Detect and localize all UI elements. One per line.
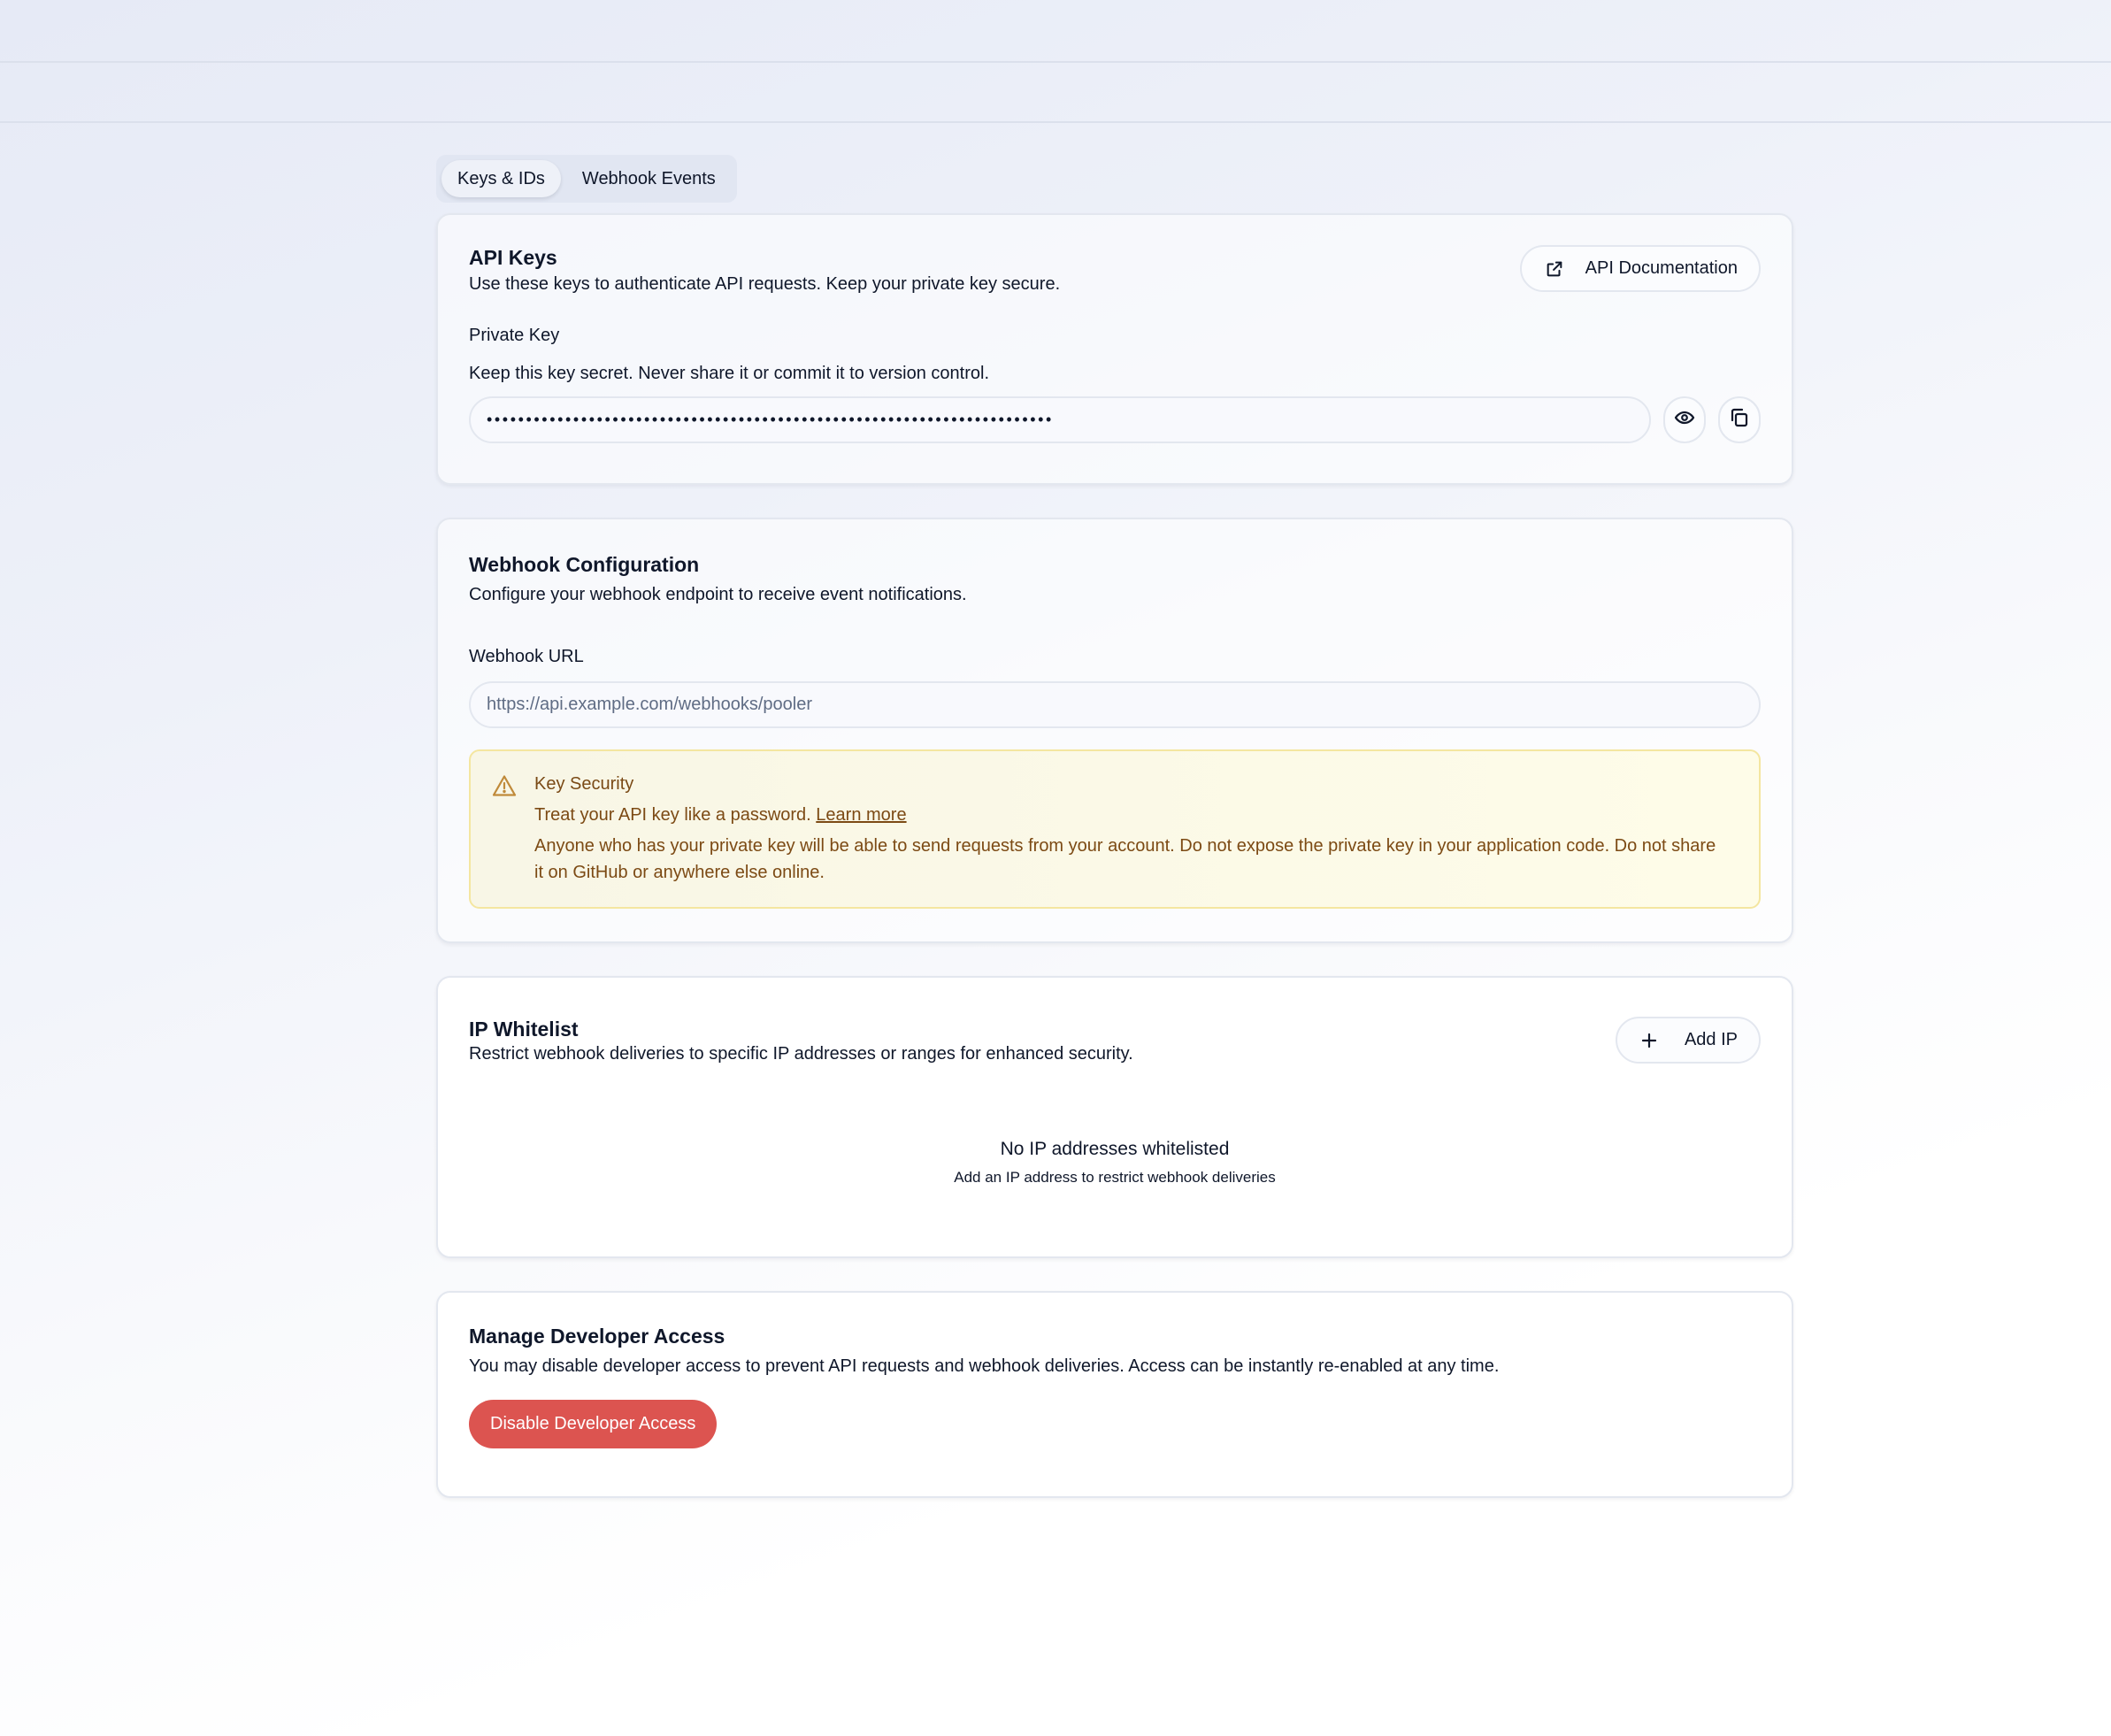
learn-more-link[interactable]: Learn more xyxy=(816,805,907,825)
api-keys-header xyxy=(469,245,1761,296)
card-description: You may disable developer access to prevent API requests and webhook deliveries. Access can be instantly re-enabled at any time. xyxy=(469,1356,1500,1376)
alert-body: Anyone who has your private key will be able to send requests from your account. Do not expose the private key in your application code. Do not share it on GitHub or anywhere else online. xyxy=(534,836,1716,882)
warning-triangle-icon xyxy=(492,774,517,886)
empty-state-title: No IP addresses whitelisted xyxy=(1000,1139,1230,1159)
card-description: Restrict webhook deliveries to specific IP addresses or ranges for enhanced security. xyxy=(469,1044,1133,1064)
card-title: API Keys xyxy=(469,246,557,269)
webhook-url-label: Webhook URL xyxy=(469,647,584,666)
empty-state-subtitle: Add an IP address to restrict webhook deliveries xyxy=(954,1169,1276,1186)
developer-access-card xyxy=(436,1291,1793,1498)
add-ip-button[interactable] xyxy=(1616,1017,1761,1064)
tab-list xyxy=(436,155,737,203)
eye-icon xyxy=(1674,407,1695,433)
card-description: Configure your webhook endpoint to receive event notifications. xyxy=(469,585,967,604)
api-keys-card xyxy=(436,213,1793,485)
alert-title: Key Security xyxy=(534,774,634,794)
key-security-alert xyxy=(469,749,1761,909)
card-title: Webhook Configuration xyxy=(469,553,700,576)
webhook-configuration-card xyxy=(436,518,1793,943)
card-title: Manage Developer Access xyxy=(469,1325,725,1348)
ip-whitelist-empty-state xyxy=(469,1066,1761,1234)
ip-whitelist-header xyxy=(469,1017,1761,1066)
private-key-label: Private Key xyxy=(469,326,560,345)
tab-keys-and-ids[interactable]: Keys & IDs xyxy=(441,160,561,197)
alert-summary-text: Treat your API key like a password. xyxy=(534,805,811,825)
top-bar xyxy=(0,0,2111,63)
alert-content xyxy=(534,772,1728,886)
copy-icon xyxy=(1729,407,1750,433)
card-description: Use these keys to authenticate API requests. Keep your private key secure. xyxy=(469,274,1061,294)
sub-header-bar xyxy=(0,63,2111,123)
developer-settings-main xyxy=(436,155,1793,1498)
external-link-icon xyxy=(1545,259,1564,279)
alert-summary xyxy=(534,802,1728,828)
reveal-key-button[interactable] xyxy=(1663,396,1706,443)
private-key-hint: Keep this key secret. Never share it or commit it to version control. xyxy=(469,364,989,383)
api-documentation-label: API Documentation xyxy=(1585,258,1738,278)
copy-key-button[interactable] xyxy=(1718,396,1761,443)
disable-developer-access-button[interactable]: Disable Developer Access xyxy=(469,1400,717,1448)
card-title: IP Whitelist xyxy=(469,1018,579,1041)
api-documentation-button[interactable] xyxy=(1520,245,1761,292)
webhook-url-input[interactable]: https://api.example.com/webhooks/pooler xyxy=(469,681,1761,728)
plus-icon xyxy=(1640,1032,1658,1049)
tab-webhook-events[interactable]: Webhook Events xyxy=(581,168,716,188)
private-key-field[interactable]: •••••••••••••••••••••••••••••••••••••••••••••••••••••••••••••••••••••••• xyxy=(469,396,1651,443)
private-key-row xyxy=(469,396,1761,443)
add-ip-label: Add IP xyxy=(1684,1030,1738,1049)
ip-whitelist-card xyxy=(436,976,1793,1258)
